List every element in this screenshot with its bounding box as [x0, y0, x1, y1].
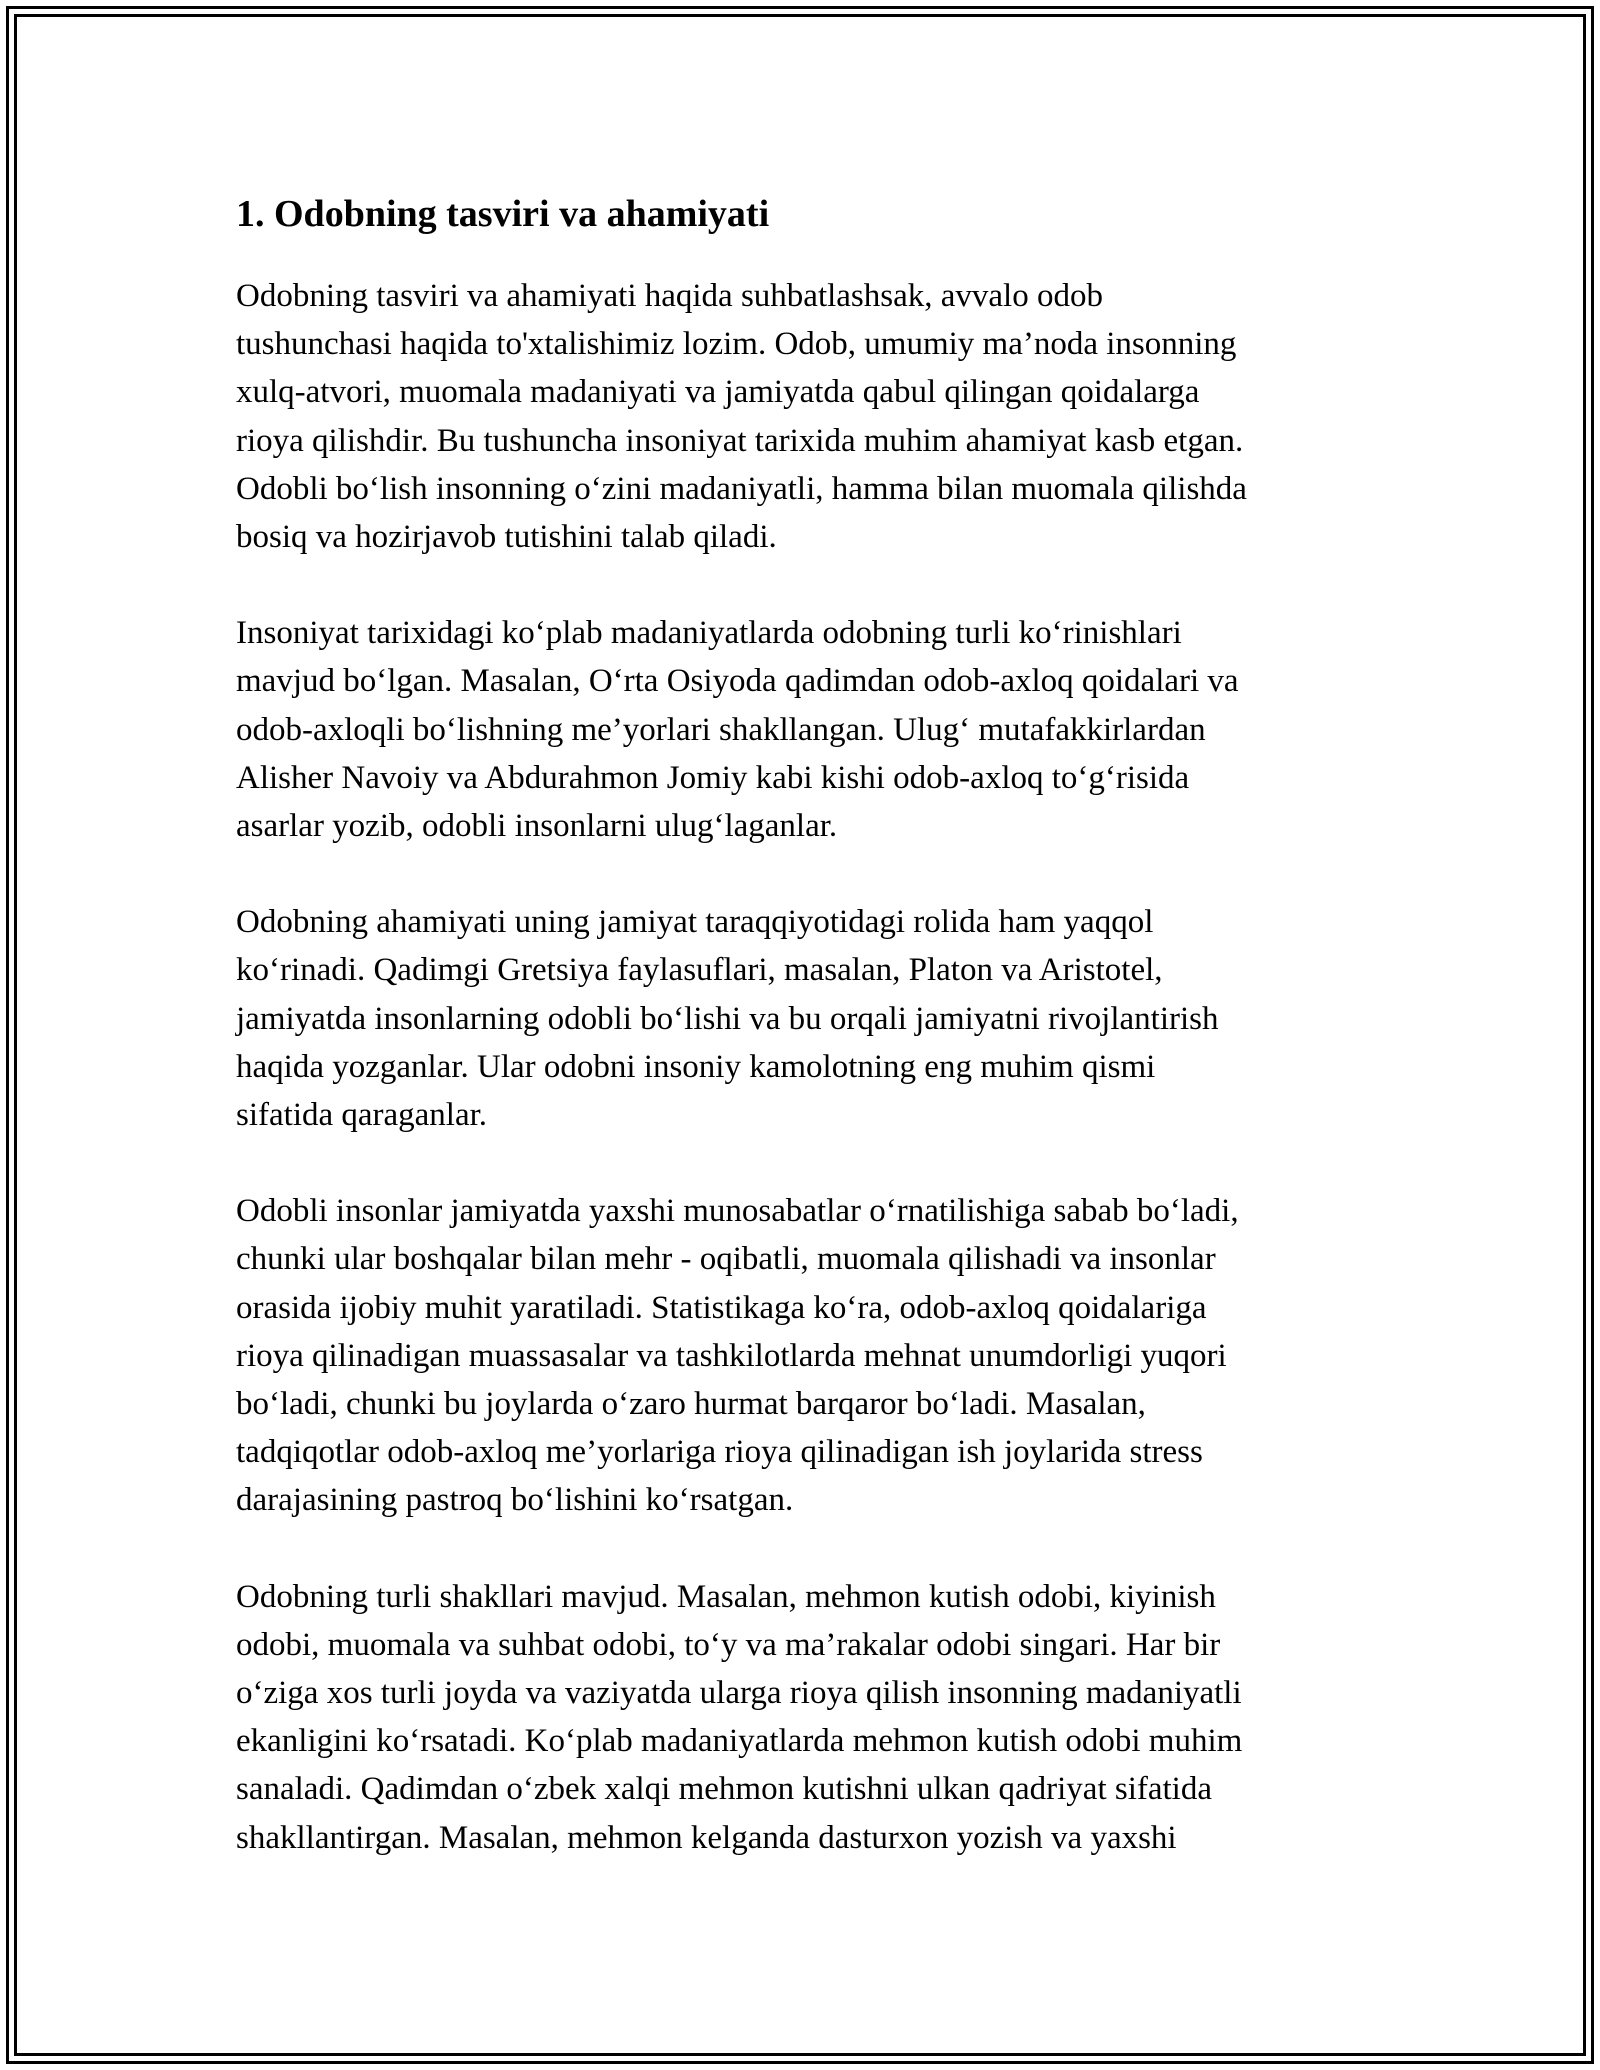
- text-line: chunki ular boshqalar bilan mehr - oqibatli, muomala qilishadi va insonlar: [236, 1241, 1216, 1278]
- text-line: Alisher Navoiy va Abdurahmon Jomiy kabi kishi odob-axloq to‘g‘risida: [236, 759, 1190, 796]
- text-line: haqida yozganlar. Ular odobni insoniy kamolotning eng muhim qismi: [236, 1048, 1156, 1085]
- text-line: ekanligini ko‘rsatadi. Ko‘plab madaniyatlarda mehmon kutish odobi muhim: [236, 1723, 1243, 1760]
- text-line: rioya qilinadigan muassasalar va tashkilotlarda mehnat unumdorligi yuqori: [236, 1337, 1227, 1374]
- text-line: sanaladi. Qadimdan o‘zbek xalqi mehmon kutishni ulkan qadriyat sifatida: [236, 1771, 1212, 1808]
- text-line: o‘ziga xos turli joyda va vaziyatda ularga rioya qilish insonning madaniyatli: [236, 1675, 1242, 1712]
- text-line: rioya qilishdir. Bu tushuncha insoniyat tarixida muhim ahamiyat kasb etgan.: [236, 422, 1244, 459]
- text-line: orasida ijobiy muhit yaratiladi. Statistikaga ko‘ra, odob-axloq qoidalariga: [236, 1289, 1207, 1326]
- text-line: Odobli bo‘lish insonning o‘zini madaniyatli, hamma bilan muomala qilishda: [236, 470, 1247, 507]
- paragraph-3: [236, 898, 1416, 1139]
- text-line: tushunchasi haqida to'xtalishimiz lozim. Odob, umumiy ma’noda insonning: [236, 326, 1237, 363]
- text-line: Odobning turli shakllari mavjud. Masalan, mehmon kutish odobi, kiyinish: [236, 1578, 1216, 1615]
- paragraph-2: [236, 609, 1416, 850]
- section-heading: 1. Odobning tasviri va ahamiyati: [236, 193, 770, 235]
- text-line: Odobli insonlar jamiyatda yaxshi munosabatlar o‘rnatilishiga sabab bo‘ladi,: [236, 1193, 1239, 1230]
- text-line: jamiyatda insonlarning odobli bo‘lishi va bu orqali jamiyatni rivojlantirish: [236, 1000, 1219, 1037]
- text-line: xulq-atvori, muomala madaniyati va jamiyatda qabul qilingan qoidalarga: [236, 374, 1200, 411]
- text-line: darajasining pastroq bo‘lishini ko‘rsatgan.: [236, 1482, 794, 1519]
- text-line: tadqiqotlar odob-axloq me’yorlariga rioya qilinadigan ish joylarida stress: [236, 1434, 1203, 1471]
- text-line: odobi, muomala va suhbat odobi, to‘y va ma’rakalar odobi singari. Har bir: [236, 1626, 1221, 1663]
- text-line: ko‘rinadi. Qadimgi Gretsiya faylasuflari, masalan, Platon va Aristotel,: [236, 952, 1163, 989]
- text-line: odob-axloqli bo‘lishning me’yorlari shakllangan. Ulug‘ mutafakkirlardan: [236, 711, 1206, 748]
- document-body: [236, 186, 1416, 1910]
- text-line: shakllantirgan. Masalan, mehmon kelganda dasturxon yozish va yaxshi: [236, 1819, 1177, 1856]
- text-line: Insoniyat tarixidagi ko‘plab madaniyatlarda odobning turli ko‘rinishlari: [236, 615, 1182, 652]
- text-line: bosiq va hozirjavob tutishini talab qiladi.: [236, 519, 777, 556]
- paragraph-1: [236, 272, 1416, 561]
- text-line: bo‘ladi, chunki bu joylarda o‘zaro hurmat barqaror bo‘ladi. Masalan,: [236, 1386, 1146, 1423]
- text-line: mavjud bo‘lgan. Masalan, O‘rta Osiyoda qadimdan odob-axloq qoidalari va: [236, 663, 1239, 700]
- text-line: Odobning ahamiyati uning jamiyat taraqqiyotidagi rolida ham yaqqol: [236, 904, 1154, 941]
- text-line: sifatida qaraganlar.: [236, 1097, 488, 1134]
- paragraph-5: [236, 1573, 1416, 1862]
- text-line: Odobning tasviri va ahamiyati haqida suhbatlashsak, avvalo odob: [236, 278, 1103, 314]
- text-line: asarlar yozib, odobli insonlarni ulug‘laganlar.: [236, 808, 838, 845]
- paragraph-4: [236, 1187, 1416, 1524]
